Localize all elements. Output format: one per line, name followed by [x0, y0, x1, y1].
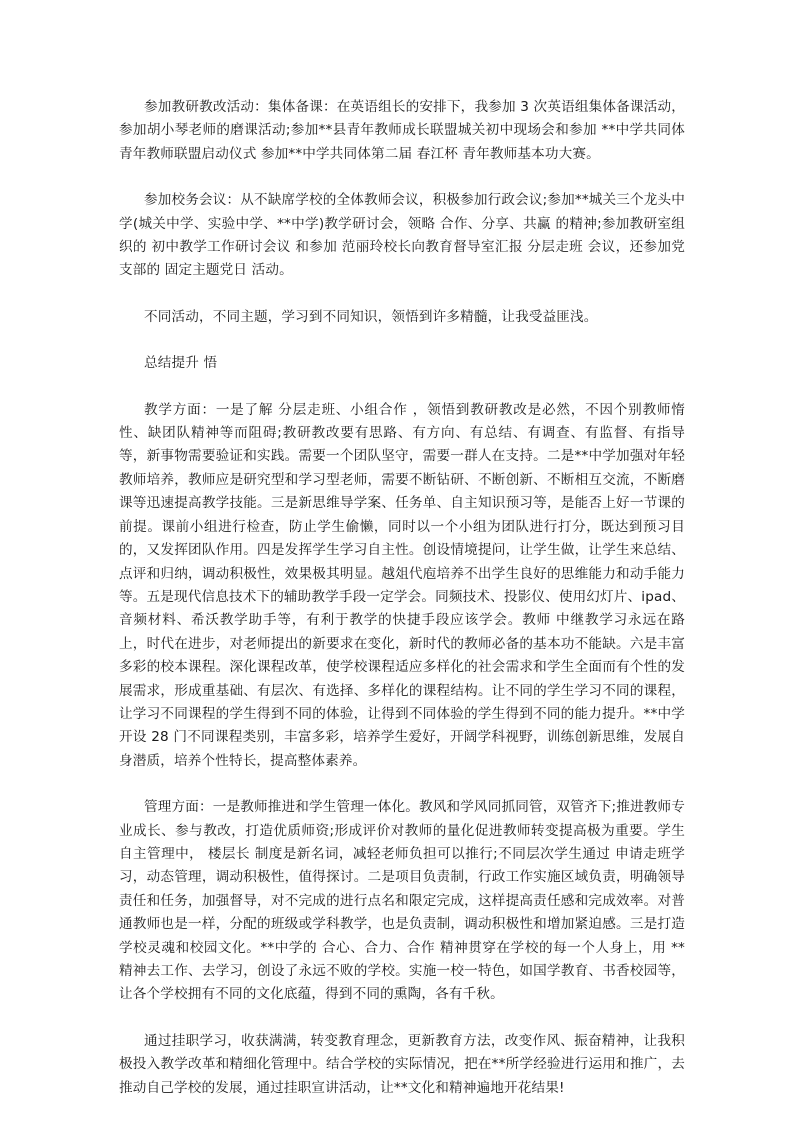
document-body — [119, 96, 685, 1100]
paragraph-conclusion: 通过挂职学习，收获满满，转变教育理念，更新教育方法，改变作风、振奋精神，让我积极投入教学改革和精细化管理中。结合学校的实际情况，把在**所学经验进行运用和推广，去推动自己学校的发展，通过挂职宣讲活动，让**文化和精神遍地开花结果! — [119, 1032, 685, 1096]
paragraph-spacer — [119, 1007, 685, 1030]
paragraph-spacer — [119, 376, 685, 399]
paragraph-spacer — [119, 166, 685, 189]
paragraph-spacer — [119, 329, 685, 352]
paragraph-spacer — [119, 773, 685, 796]
paragraph-school-meetings: 参加校务会议：从不缺席学校的全体教师会议，积极参加行政会议;参加**城关三个龙头中学(城关中学、实验中学、**中学)教学研讨会，领略 合作、分享、共赢 的精神;参加教研室组织的 初中教学工作研讨会议 和参加 范丽玲校长向教育督导室汇报 分层走班 会议，还参加党支部的 固定主题党日 活动。 — [119, 192, 685, 279]
paragraph-spacer — [119, 283, 685, 306]
paragraph-teaching-aspects: 教学方面：一是了解 分层走班、小组合作 ，领悟到教研教改是必然，不因个别教师惰性、缺团队精神等而阻碍;教研教改要有思路、有方向、有总结、有调查、有监督、有指导等，新事物需要验证和实践。需要一个团队坚守，需要一群人在支持。二是**中学加强对年轻教师培养，教师应是研究型和学习型老师，需要不断钻研、不断创新、不断相互交流，不断磨课等迅速提高教学技能。三是新思维导学案、任务单、自主知识预习等，是能否上好一节课的前提。课前小组进行检查，防止学生偷懒，同时以一个小组为团队进行打分，既达到预习目的，又发挥团队作用。四是发挥学生学习自主性。创设情境提问，让学生做，让学生来总结、点评和归纳，调动积极性，效果极其明显。越俎代庖培养不出学生良好的思维能力和动手能力等。五是现代信息技术下的辅助教学手段一定学会。同频技术、投影仪、使用幻灯片、ipad、音频材料、希沃教学助手等，有利于教学的快捷手段应该学会。教师 中继教学习永远在路上，时代在进步，对老师提出的新要求在变化，新时代的教师必备的基本功不能缺。六是丰富多彩的校本课程。深化课程改革，使学校课程适应多样化的社会需求和学生全面而有个性的发展需求，形成重基础、有层次、有选择、多样化的课程结构。让不同的学生学习不同的课程，让学习不同课程的学生得到不同的体验，让得到不同体验的学生得到不同的能力提升。**中学开设 28 门不同课程类别，丰富多彩，培养学生爱好，开阔学科视野，训练创新思维，发展自身潜质，培养个性特长，提高整体素养。 — [119, 401, 685, 769]
paragraph-summary-of-learning: 不同活动，不同主题，学习到不同知识，领悟到许多精髓，让我受益匪浅。 — [144, 308, 598, 325]
paragraph-teaching-research-activities: 参加教研教改活动：集体备课：在英语组长的安排下，我参加 3 次英语组集体备课活动，参加胡小琴老师的磨课活动;参加**县青年教师成长联盟城关初中现场会和参加 **中学共同体青年教师联盟启动仪式 参加**中学共同体第二届 春江杯 青年教师基本功大赛。 — [119, 99, 685, 162]
section-heading: 总结提升 悟 — [144, 355, 218, 372]
paragraph-management-aspects: 管理方面：一是教师推进和学生管理一体化。教风和学风同抓同管，双管齐下;推进教师专业成长、参与教改，打造优质师资;形成评价对教师的量化促进教师转变提高极为重要。学生自主管理中， 楼层长 制度是新名词，减轻老师负担可以推行;不同层次学生通过 申请走班学习，动态管理，调动积极性，值得探讨。二是项目负责制，行政工作实施区域负责，明确领导责任和任务，加强督导，对不完成的进行点名和限定完成，这样提高责任感和完成效率。对普通教师也是一样，分配的班级或学科教学，也是负责制，调动积极性和增加紧迫感。三是打造学校灵魂和校园文化。**中学的 合心、合力、合作 精神贯穿在学校的每一个人身上，用 ** 精神去工作、去学习，创设了永远不败的学校。实施一校一特色，如国学教育、书香校园等，让各个学校拥有不同的文化底蕴，得到不同的熏陶，各有千秋。 — [119, 799, 685, 1003]
